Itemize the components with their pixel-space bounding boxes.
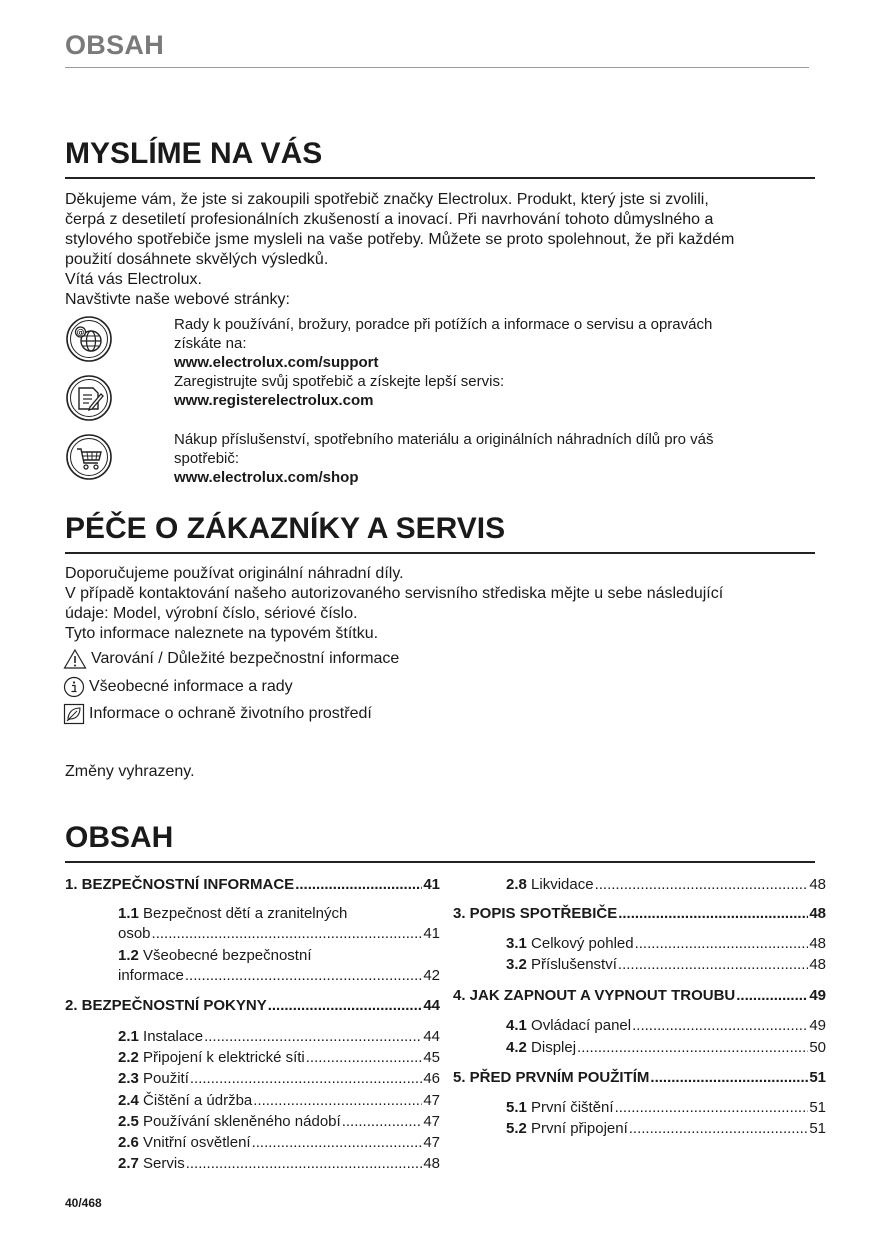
toc-entry-2-4[interactable]: [118, 1092, 440, 1112]
legend-warning: [63, 648, 399, 670]
legend-info: [63, 676, 293, 698]
text-line: V případě kontaktování našeho autorizovaného servisního střediska mějte u sebe následující: [65, 585, 724, 602]
toc-label: 4. JAK ZAPNOUT A VYPNOUT TROUBU: [453, 987, 736, 1004]
toc-label: Používání skleněného nádobí: [143, 1113, 341, 1130]
toc-entry-4-1[interactable]: [506, 1017, 826, 1037]
toc-num: 3.1: [506, 935, 527, 952]
toc-entry-2[interactable]: [65, 997, 440, 1017]
toc-label: Likvidace: [531, 876, 594, 893]
text-line: údaje: Model, výrobní číslo, sériové číslo.: [65, 605, 358, 622]
toc-label: Bezpečnost dětí a zranitelných: [143, 905, 348, 922]
text-line: Děkujeme vám, že jste si zakoupili spotřebič značky Electrolux. Produkt, který jste si zvolili,: [65, 191, 709, 208]
text-line: použití dosáhnete skvělých výsledků.: [65, 251, 329, 268]
legend-environment: [63, 703, 372, 725]
toc-entry-3-2[interactable]: [506, 956, 826, 976]
register-document-icon: [65, 374, 113, 422]
toc-label: Displej: [531, 1039, 577, 1056]
toc-entry-3[interactable]: [453, 905, 826, 925]
toc-entry-2-2[interactable]: [118, 1049, 440, 1069]
toc-page: 49: [809, 987, 826, 1004]
section-title-thinking: MYSLÍME NA VÁS: [65, 137, 323, 170]
intro-paragraph: [65, 190, 825, 310]
toc-label: osob: [118, 925, 151, 942]
toc-label: Čištění a údržba: [143, 1092, 253, 1109]
legend-environment-text: Informace o ochraně životního prostředí: [89, 705, 372, 722]
toc-entry-1[interactable]: [65, 876, 440, 896]
text-line: Navštivte naše webové stránky:: [65, 291, 290, 308]
section-divider: [65, 177, 815, 179]
toc-entry-4-2[interactable]: [506, 1039, 826, 1059]
toc-label: První připojení: [531, 1120, 628, 1137]
section-title-care: PÉČE O ZÁKAZNÍKY A SERVIS: [65, 512, 506, 545]
toc-page: 48: [809, 905, 826, 922]
toc-entry-5[interactable]: [453, 1069, 826, 1089]
text-line: stylového spotřebiče jsme mysleli na vaše potřeby. Můžete se proto spolehnout, že při každém: [65, 231, 735, 248]
text-line: Doporučujeme používat originální náhradní díly.: [65, 565, 404, 582]
toc-num: 5.2: [506, 1120, 527, 1137]
toc-page: 47: [423, 1113, 440, 1130]
toc-label: 1. BEZPEČNOSTNÍ INFORMACE: [65, 876, 295, 893]
shopping-cart-icon: [65, 433, 113, 481]
toc-label: Celkový pohled: [531, 935, 634, 952]
toc-entry-1-2-cont[interactable]: [118, 967, 440, 987]
toc-label: Připojení k elektrické síti: [143, 1049, 305, 1066]
support-info: [174, 315, 794, 410]
toc-entry-1-1[interactable]: [118, 905, 347, 922]
toc-entry-4[interactable]: [453, 987, 826, 1007]
text-line: Změny vyhrazeny.: [65, 763, 195, 780]
toc-entry-5-2[interactable]: [506, 1120, 826, 1140]
register-link[interactable]: www.registerelectrolux.com: [174, 392, 374, 409]
toc-num: 2.7: [118, 1155, 139, 1172]
header-title: OBSAH: [65, 30, 165, 60]
toc-page: 42: [423, 967, 440, 984]
toc-page: 47: [423, 1134, 440, 1151]
warning-icon: [63, 648, 87, 670]
toc-label: 3. POPIS SPOTŘEBIČE: [453, 905, 618, 922]
toc-entry-2-6[interactable]: [118, 1134, 440, 1154]
toc-label: 2. BEZPEČNOSTNÍ POKYNY: [65, 997, 267, 1014]
toc-page: 45: [423, 1049, 440, 1066]
toc-entry-3-1[interactable]: [506, 935, 826, 955]
toc-entry-2-7[interactable]: [118, 1155, 440, 1175]
toc-num: 2.4: [118, 1092, 139, 1109]
svg-text:@: @: [76, 328, 85, 337]
section-divider: [65, 552, 815, 554]
toc-page: 46: [423, 1070, 440, 1087]
toc-label: informace: [118, 967, 184, 984]
toc-page: 47: [423, 1092, 440, 1109]
toc-label: Použití: [143, 1070, 189, 1087]
text-line: Nákup příslušenství, spotřebního materiálu a originálních náhradních dílů pro váš: [174, 431, 714, 448]
text-line: Vítá vás Electrolux.: [65, 271, 202, 288]
toc-page: 48: [809, 935, 826, 952]
toc-page: 44: [423, 997, 440, 1014]
toc-page: 51: [809, 1099, 826, 1116]
toc-num: 2.2: [118, 1049, 139, 1066]
toc-page: 49: [809, 1017, 826, 1034]
shop-link[interactable]: www.electrolux.com/shop: [174, 469, 359, 486]
text-line: Zaregistrujte svůj spotřebič a získejte lepší servis:: [174, 373, 505, 390]
section-divider: [65, 861, 815, 863]
toc-label: Příslušenství: [531, 956, 617, 973]
toc-page: 50: [809, 1039, 826, 1056]
toc-num: 1.2: [118, 947, 139, 964]
toc-page: 48: [809, 956, 826, 973]
legend-info-text: Všeobecné informace a rady: [89, 678, 293, 695]
changes-note: [65, 762, 825, 782]
toc-label: 5. PŘED PRVNÍM POUŽITÍM: [453, 1069, 650, 1086]
toc-num: 5.1: [506, 1099, 527, 1116]
toc-num: 2.1: [118, 1028, 139, 1045]
toc-label: Servis: [143, 1155, 185, 1172]
toc-label: Ovládací panel: [531, 1017, 632, 1034]
toc-num: 4.2: [506, 1039, 527, 1056]
toc-entry-2-8[interactable]: [506, 876, 826, 896]
toc-num: 2.5: [118, 1113, 139, 1130]
globe-at-icon: [65, 315, 113, 363]
text-line: Rady k používání, brožury, poradce při potížích a informace o servisu a opravách: [174, 316, 713, 333]
page-number: 40/468: [65, 1196, 102, 1210]
text-line: získáte na:: [174, 335, 247, 352]
leaf-icon: [63, 703, 85, 725]
text-line: čerpá z desetiletí profesionálních zkušeností a inovací. Při navrhování tohoto důmyslného a: [65, 211, 714, 228]
toc-page: 44: [423, 1028, 440, 1045]
text-line: Tyto informace naleznete na typovém štítku.: [65, 625, 379, 642]
toc-page: 48: [423, 1155, 440, 1172]
toc-entry-2-5[interactable]: [118, 1113, 440, 1133]
toc-num: 2.3: [118, 1070, 139, 1087]
toc-label: První čištění: [531, 1099, 614, 1116]
shop-info: [174, 430, 794, 487]
support-link[interactable]: www.electrolux.com/support: [174, 354, 379, 371]
section-title-toc: OBSAH: [65, 821, 174, 854]
header-divider: [65, 67, 809, 68]
toc-entry-5-1[interactable]: [506, 1099, 826, 1119]
toc-num: 2.8: [506, 876, 527, 893]
toc-label: Vnitřní osvětlení: [143, 1134, 251, 1151]
info-icon: [63, 676, 85, 698]
toc-page: 41: [423, 925, 440, 942]
toc-entry-1-2[interactable]: [118, 947, 312, 964]
toc-num: 1.1: [118, 905, 139, 922]
toc-num: 4.1: [506, 1017, 527, 1034]
toc-label: Všeobecné bezpečnostní: [143, 947, 312, 964]
care-paragraph: [65, 564, 825, 644]
toc-num: 2.6: [118, 1134, 139, 1151]
toc-page: 41: [423, 876, 440, 893]
toc-label: Instalace: [143, 1028, 204, 1045]
toc-num: 3.2: [506, 956, 527, 973]
toc-entry-1-1-cont[interactable]: [118, 925, 440, 945]
toc-entry-2-3[interactable]: [118, 1070, 440, 1090]
toc-page: 51: [809, 1069, 826, 1086]
legend-warning-text: Varování / Důležité bezpečnostní informace: [91, 650, 400, 667]
toc-page: 48: [809, 876, 826, 893]
text-line: spotřebič:: [174, 450, 240, 467]
toc-page: 51: [809, 1120, 826, 1137]
toc-entry-2-1[interactable]: [118, 1028, 440, 1048]
